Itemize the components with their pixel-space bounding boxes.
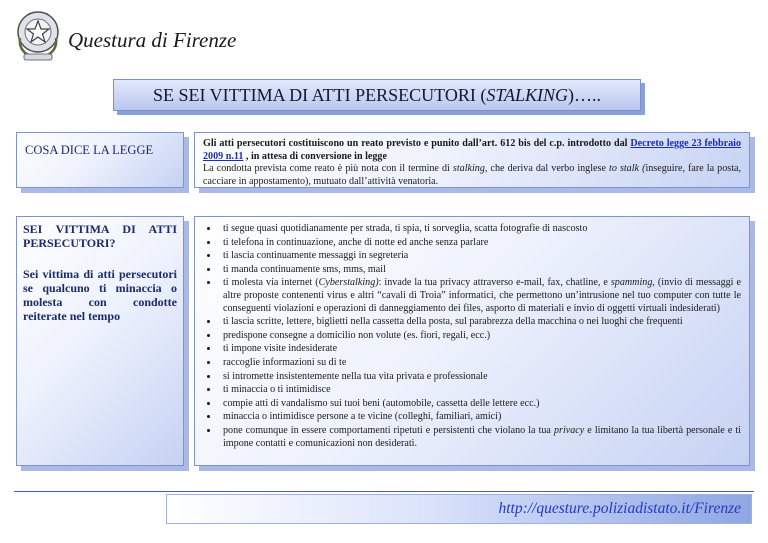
list-item: • minaccia o intimidisce persone a te vicine (colleghi, familiari, amici) [219, 410, 741, 424]
item5-c: : invade la tua privacy attraverso e-mail, fax, chatline, e [378, 277, 611, 289]
item5-b: Cyberstalking) [318, 277, 379, 289]
law-p2-a: La condotta prevista come reato è più nota con il termine di [203, 163, 453, 175]
victim-description: Sei vittima di atti persecutori se qualcuno ti minaccia o molesta con condotte reiterate nel tempo [23, 267, 177, 323]
list-item [219, 424, 741, 450]
list-item: • compie atti di vandalismo sui tuoi beni (automobile, cassetta delle lettere ecc.) [219, 397, 741, 411]
footer-url[interactable]: http://questure.poliziadistato.it/Firenze [498, 500, 741, 517]
victim-behaviors-panel [194, 216, 750, 466]
list-item: • ti manda continuamente sms, mms, mail [219, 263, 741, 277]
victim-question-block [17, 217, 183, 328]
item14-b: privacy [553, 424, 585, 436]
footer-divider [14, 491, 754, 492]
item5-a: ti molesta via internet ( [223, 277, 319, 289]
law-p2-c: inseguire, fare la posta, cacciare in appostamento), mutuato dall’attività venatoria. [203, 163, 742, 187]
item5-e: , (invio di messaggi e altre proposte contenenti virus e altri “cavali di Troia” informatici, che permettono un’intrusione nel tuo computer con tutte le conseguenti violazioni e operazioni di danneggiamento dei files, asporto di materiali e invio di oggetti virtuali indesiderati) [223, 277, 741, 314]
list-item: • ti impone visite indesiderate [219, 342, 741, 356]
law-heading: COSA DICE LA LEGGE [25, 143, 154, 157]
footer [166, 494, 752, 524]
italian-republic-emblem-icon [14, 8, 62, 64]
brand-name: Questura di Firenze [68, 28, 237, 52]
item14-a: pone comunque in essere comportamenti ripetuti e persistenti che violano la tua [223, 424, 554, 436]
list-item: • ti lascia scritte, lettere, biglietti nella cassetta della posta, sul parabrezza della macchina o nei luoghi che frequenti [219, 315, 741, 329]
decree-link[interactable]: Decreto legge 23 febbraio 2009 n.11 [203, 138, 742, 162]
list-item: • ti segue quasi quotidianamente per strada, ti spia, ti sorveglia, scatta fotografie di nascosto [219, 222, 741, 236]
title-end: )….. [568, 84, 602, 105]
law-intro-end: , in attesa di conversione in legge [243, 150, 387, 162]
law-intro: Gli atti persecutori costituiscono un reato previsto e punito dall’art. 612 bis del c.p. introdotto dal [203, 138, 631, 149]
list-item: • raccoglie informazioni su di te [219, 356, 741, 370]
list-item: • ti telefona in continuazione, anche di notte ed anche senza parlare [219, 236, 741, 250]
item5-d: spamming [610, 277, 653, 289]
list-item [219, 276, 741, 315]
list-item: • ti minaccia o ti intimidisce [219, 383, 741, 397]
behaviors-list [195, 217, 749, 450]
header [14, 8, 314, 68]
law-p2-stalking: stalking [452, 163, 485, 175]
list-item: • ti lascia continuamente messaggi in segreteria [219, 249, 741, 263]
victim-question-panel [16, 216, 184, 466]
item14-c: e limitano la tua libertà personale e ti impone contatti e comunicazioni non desiderati. [223, 424, 741, 449]
page-title [113, 79, 641, 111]
title-italic: STALKING [486, 84, 569, 105]
law-text [195, 133, 749, 193]
title-main: SE SEI VITTIMA DI ATTI PERSECUTORI ( [152, 84, 487, 105]
law-p2-b: , che deriva dal verbo inglese [484, 163, 610, 175]
law-heading-panel [16, 132, 184, 188]
law-p2-tostalk: to stalk ( [609, 163, 646, 175]
list-item: • predispone consegne a domicilio non volute (es. fiori, regali, ecc.) [219, 329, 741, 343]
law-text-panel [194, 132, 750, 188]
victim-question: SEI VITTIMA DI ATTI PERSECUTORI? [23, 222, 177, 250]
list-item: • si intromette insistentemente nella tua vita privata e professionale [219, 370, 741, 384]
